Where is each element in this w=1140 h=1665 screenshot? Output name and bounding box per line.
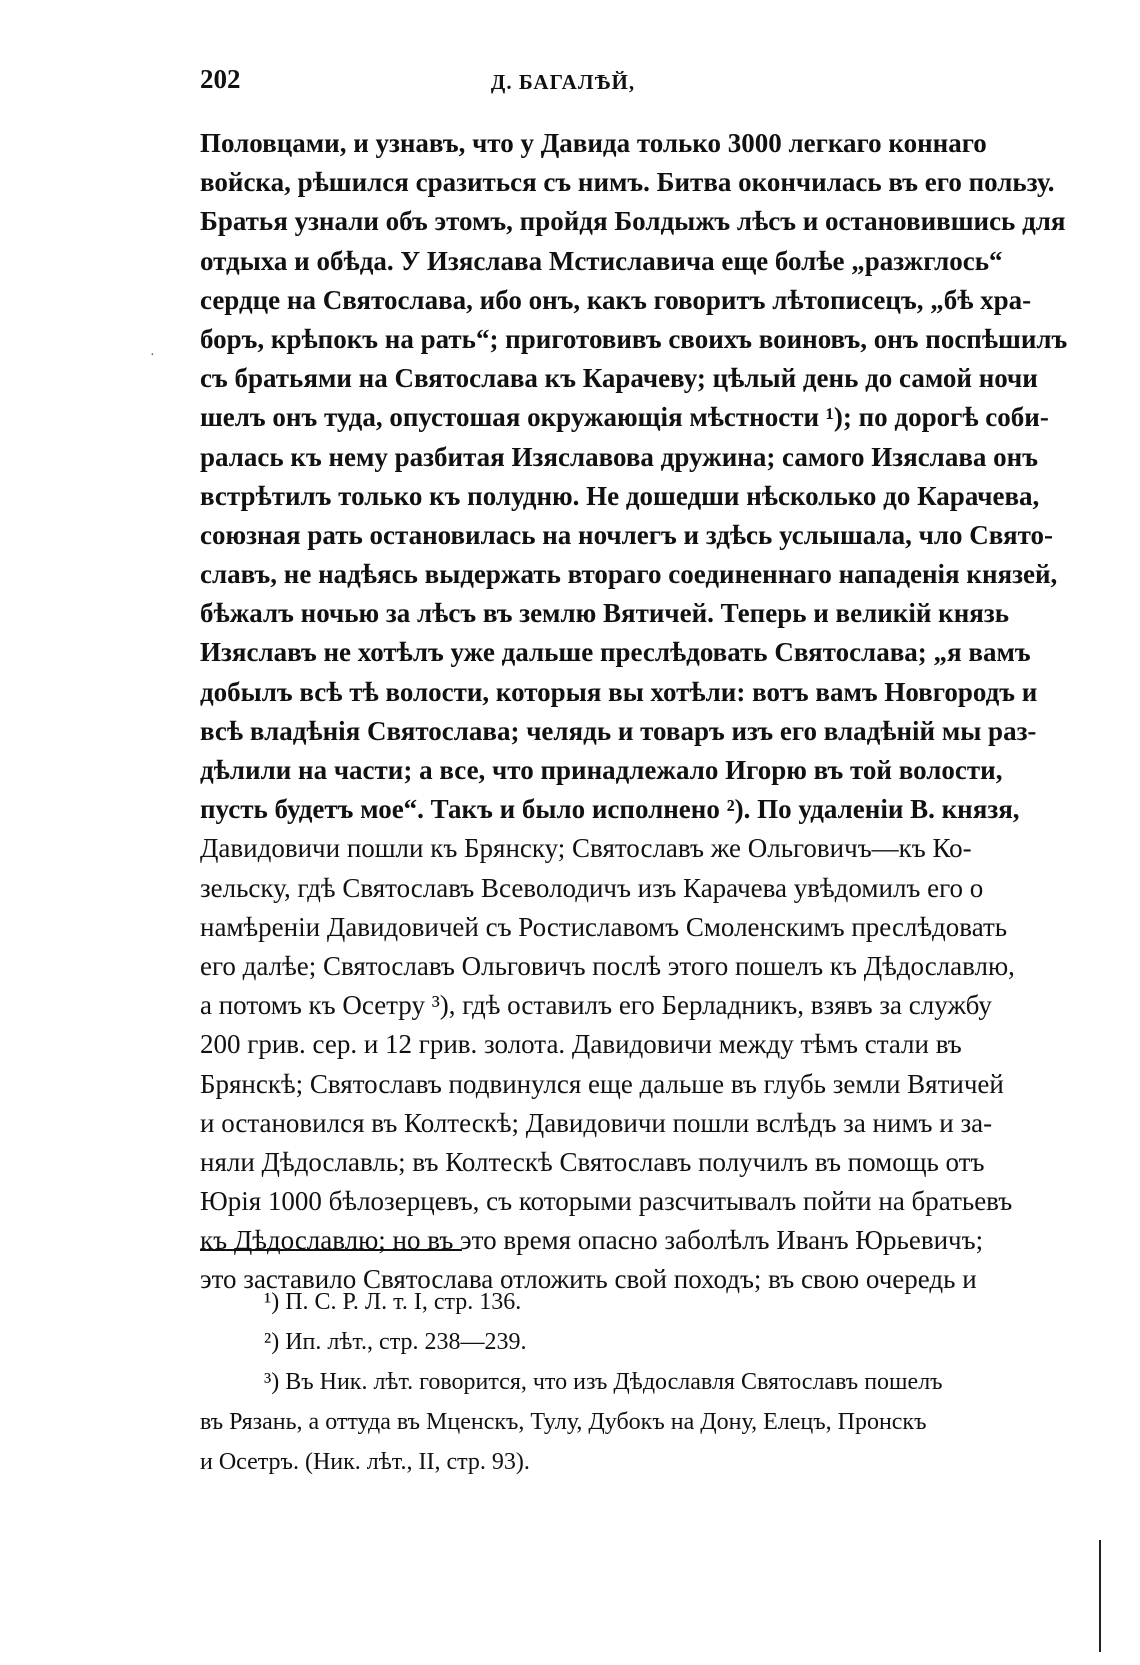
body-line: союзная рать остановилась на ночлегъ и здѣсь услышала, чло Свято- — [200, 519, 1053, 550]
footnote-3-end: и Осетръ. (Ник. лѣт., II, стр. 93). — [200, 1449, 530, 1475]
body-line: пусть будетъ мое“. Такъ и было исполнено ²). По удаленіи В. князя, — [200, 794, 1020, 825]
body-line: его далѣе; Святославъ Ольговичъ послѣ этого пошелъ къ Дѣдославлю, — [200, 950, 1015, 981]
body-line: Братья узнали объ этомъ, пройдя Болдыжъ лѣсъ и остановившись для — [200, 206, 1066, 237]
scan-edge-mark — [1099, 1540, 1101, 1652]
body-text — [200, 124, 1068, 1300]
body-line: войска, рѣшился сразиться съ нимъ. Битва окончилась въ его пользу. — [200, 167, 1055, 198]
page-number: 202 — [200, 64, 241, 94]
body-line: Изяславъ не хотѣлъ уже дальше преслѣдовать Святослава; „я вамъ — [200, 637, 1031, 668]
margin-speck: · — [150, 348, 155, 363]
body-line: Половцами, и узнавъ, что у Давида только 3000 легкаго коннаго — [200, 128, 987, 158]
footnote-2: ²) Ип. лѣт., стр. 238—239. — [264, 1329, 527, 1355]
body-line: бѣжалъ ночью за лѣсъ въ землю Вятичей. Теперь и великій князь — [200, 598, 1010, 629]
footnote-3-continued: въ Рязань, а оттуда въ Мценскъ, Тулу, Дубокъ на Дону, Елецъ, Пронскъ — [200, 1409, 927, 1435]
body-line: и остановился въ Колтескѣ; Давидовичи пошли вслѣдъ за нимъ и за- — [200, 1107, 993, 1138]
body-line: встрѣтилъ только къ полудню. Не дошедши нѣсколько до Карачева, — [200, 480, 1040, 511]
footnote-3: ³) Въ Ник. лѣт. говорится, что изъ Дѣдославля Святославъ пошелъ — [264, 1369, 943, 1395]
body-line: всѣ владѣнія Святослава; челядь и товаръ изъ его владѣній мы раз- — [200, 715, 1037, 746]
body-line: намѣреніи Давидовичей съ Ростиславомъ Смоленскимъ преслѣдовать — [200, 911, 1008, 942]
body-line: Давидовичи пошли къ Брянску; Святославъ же Ольговичъ—къ Ко- — [200, 833, 972, 864]
body-line: добылъ всѣ тѣ волости, которыя вы хотѣли: вотъ вамъ Новгородъ и — [200, 676, 1038, 707]
body-line: это заставило Святослава отложить свой походъ; въ свою очередь и — [200, 1264, 977, 1295]
body-line: зельску, гдѣ Святославъ Всеволодичъ изъ Карачева увѣдомилъ его о — [200, 872, 984, 903]
body-line: съ братьями на Святослава къ Карачеву; цѣлый день до самой ночи — [200, 363, 1038, 394]
running-head — [200, 64, 926, 100]
body-line: 200 грив. сер. и 12 грив. золота. Давидовичи между тѣмъ стали въ — [200, 1029, 962, 1060]
body-line: Юрія 1000 бѣлозерцевъ, съ которыми разсчитывалъ пойти на братьевъ — [200, 1186, 1013, 1217]
footnotes — [200, 1282, 943, 1482]
footnote-divider — [200, 1249, 462, 1251]
body-line: Брянскѣ; Святославъ подвинулся еще дальше въ глубь земли Вятичей — [200, 1068, 1004, 1099]
body-line: боръ, крѣпокъ на рать“; приготовивъ своихъ воиновъ, онъ поспѣшилъ — [200, 323, 1068, 354]
body-line: а потомъ къ Осетру ³), гдѣ оставилъ его Берладникъ, взявъ за службу — [200, 990, 992, 1021]
footnote-1: ¹) П. С. Р. Л. т. I, стр. 136. — [264, 1289, 522, 1315]
body-line: отдыха и обѣда. У Изяслава Мстиславича еще болѣе „разжглось“ — [200, 245, 1003, 276]
body-line: къ Дѣдославлю; но въ это время опасно заболѣлъ Иванъ Юрьевичъ; — [200, 1225, 984, 1256]
body-line: ралась къ нему разбитая Изяславова дружина; самого Изяслава онъ — [200, 441, 1038, 472]
body-line: славъ, не надѣясь выдержать втораго соединеннаго нападенія князей, — [200, 559, 1058, 590]
body-line: сердце на Святослава, ибо онъ, какъ говоритъ лѣтописецъ, „бѣ хра- — [200, 284, 1032, 315]
body-line: шелъ онъ туда, опустошая окружающія мѣстности ¹); по дорогѣ соби- — [200, 402, 1049, 433]
body-line: дѣлили на части; а все, что принадлежало Игорю въ той волости, — [200, 755, 1003, 785]
body-line: няли Дѣдославль; въ Колтескѣ Святославъ получилъ въ помощь отъ — [200, 1146, 985, 1177]
running-title: Д. БАГАЛѢЙ, — [490, 70, 636, 94]
